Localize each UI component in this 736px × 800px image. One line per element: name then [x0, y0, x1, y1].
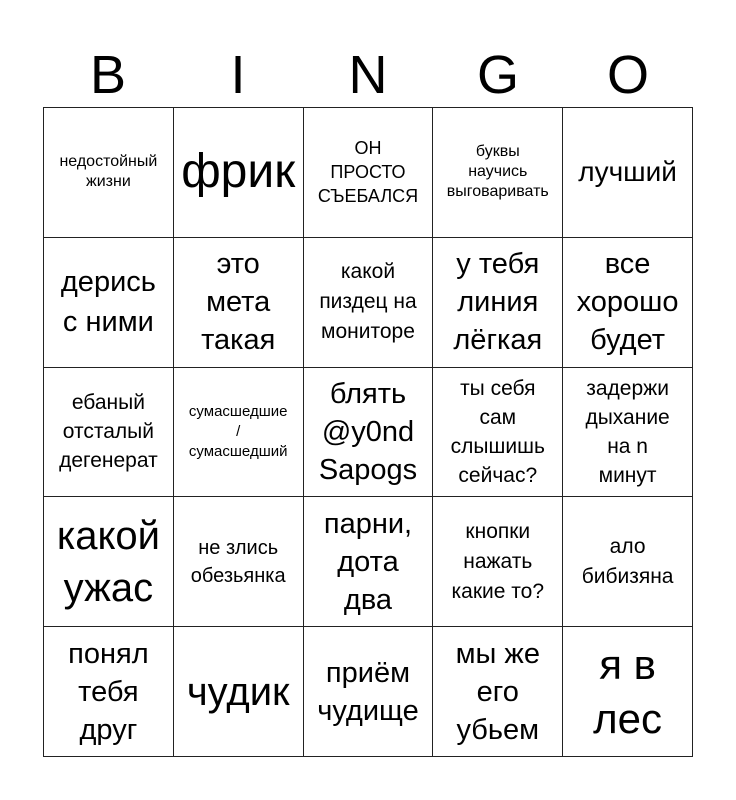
bingo-cell[interactable]: задержи дыхание на n минут — [563, 368, 693, 498]
bingo-cell[interactable]: лучший — [563, 108, 693, 238]
bingo-grid — [43, 107, 693, 757]
bingo-cell[interactable]: я в лес — [563, 627, 693, 757]
bingo-cell[interactable]: это мета такая — [174, 238, 304, 368]
bingo-cell[interactable]: ебаный отсталый дегенерат — [44, 368, 174, 498]
bingo-cell[interactable]: какой пиздец на мониторе — [304, 238, 434, 368]
bingo-cell[interactable]: у тебя линия лёгкая — [433, 238, 563, 368]
bingo-cell[interactable]: чудик — [174, 627, 304, 757]
bingo-cell[interactable]: понял тебя друг — [44, 627, 174, 757]
bingo-header — [43, 44, 693, 106]
bingo-cell[interactable]: не злись обезьянка — [174, 497, 304, 627]
header-letter-g: G — [476, 45, 519, 105]
bingo-cell[interactable]: сумасшедшие / сумасшедший — [174, 368, 304, 498]
bingo-cell[interactable]: ало бибизяна — [563, 497, 693, 627]
header-letter-b: B — [89, 45, 127, 105]
bingo-cell[interactable]: буквы научись выговаривать — [433, 108, 563, 238]
bingo-cell[interactable]: ОН ПРОСТО СЪЕБАЛСЯ — [304, 108, 434, 238]
bingo-cell[interactable]: дерись с ними — [44, 238, 174, 368]
bingo-cell[interactable]: недостойный жизни — [44, 108, 174, 238]
bingo-cell[interactable]: кнопки нажать какие то? — [433, 497, 563, 627]
bingo-cell[interactable]: фрик — [174, 108, 304, 238]
header-letter-i: I — [230, 45, 246, 105]
bingo-cell[interactable]: все хорошо будет — [563, 238, 693, 368]
bingo-cell[interactable]: какой ужас — [44, 497, 174, 627]
header-letter-n: N — [348, 45, 388, 105]
bingo-cell[interactable]: ты себя сам слышишь сейчас? — [433, 368, 563, 498]
header-letter-o: O — [606, 45, 649, 105]
bingo-cell[interactable]: мы же его убьем — [433, 627, 563, 757]
bingo-cell[interactable]: блять @y0nd Sapogs — [304, 368, 434, 498]
bingo-cell[interactable]: приём чудище — [304, 627, 434, 757]
bingo-cell[interactable]: парни, дота два — [304, 497, 434, 627]
